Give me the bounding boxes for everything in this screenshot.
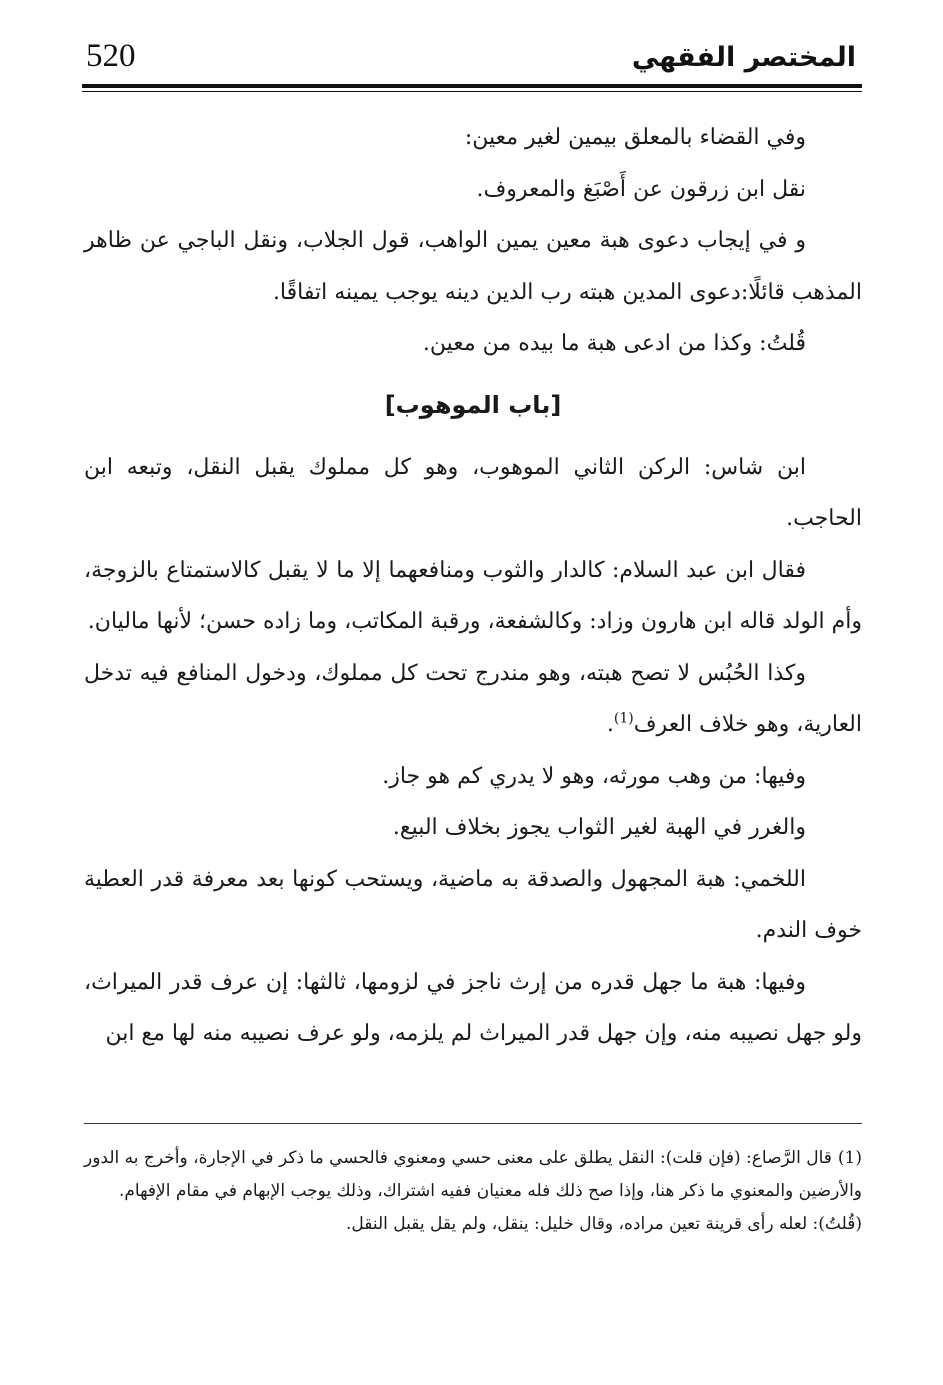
paragraph-end: . — [606, 712, 614, 737]
section-heading: [باب الموهوب] — [384, 390, 562, 419]
paragraph: نقل ابن زرقون عن أَصْبَغ والمعروف. — [476, 176, 806, 202]
paragraph: فقال ابن عبد السلام: كالدار والثوب ومنافعهما إلا ما لا يقبل كالاستمتاع بالزوجة، وأم الولد قاله ابن هارون وزاد: وكالشفعة، ورقبة المكاتب، وما زاده حسن؛ لأنها ماليان. — [84, 557, 862, 634]
footnotes — [84, 1142, 862, 1241]
header-rule-thick — [82, 84, 862, 88]
footnote-reference[interactable]: (1) — [613, 710, 634, 727]
footnote-text: قال الرَّصاع: (فإن قلت): النقل يطلق على معنى حسي ومعنوي فالحسي ما ذكر في الإجارة، وأخرج به الدور والأرضين والمعنوي ما ذكر هنا، وإذا صح ذلك فله معنيان ففيه اشتراك، وذلك يوجب الإبهام في مقام الإفهام. — [84, 1148, 862, 1201]
paragraph-text: وكذا الحُبُس لا تصح هبته، وهو مندرج تحت كل مملوك، ودخول المنافع فيه تدخل العارية، وهو خلاف العرف — [84, 660, 862, 737]
paragraph: قُلتُ: وكذا من ادعى هبة ما بيده من معين. — [422, 331, 806, 356]
paragraph: وفي القضاء بالمعلق بيمين لغير معين: — [464, 125, 806, 150]
page-number: 520 — [86, 38, 136, 74]
paragraph: اللخمي: هبة المجهول والصدقة به ماضية، ويستحب كونها بعد معرفة قدر العطية خوف الندم. — [84, 866, 862, 943]
paragraph: وفيها: هبة ما جهل قدره من إرث ناجز في لزومها، ثالثها: إن عرف قدر الميراث، ولو جهل نصيبه منه، وإن جهل قدر الميراث لم يلزمه، ولو عرف نصيبه منه لها مع ابن — [84, 969, 862, 1046]
footnote-note: (قُلتُ): لعله رأى قرينة تعين مراده، وقال خليل: ينقل، ولم يقل يقبل النقل. — [345, 1214, 862, 1234]
paragraph: و في إيجاب دعوى هبة معين يمين الواهب، قول الجلاب، ونقل الباجي عن ظاهر المذهب قائلًا:دعوى المدين هبته رب الدين دينه يوجب يمينه اتفاقًا. — [84, 228, 862, 305]
page-header — [82, 30, 862, 88]
book-title: المختصر الفقهي — [631, 42, 856, 73]
footnote-separator — [84, 1123, 862, 1124]
paragraph: وفيها: من وهب مورثه، وهو لا يدري كم هو جاز. — [382, 763, 806, 789]
header-rule-thin — [82, 91, 862, 92]
paragraph: والغرر في الهبة لغير الثواب يجوز بخلاف البيع. — [392, 815, 806, 840]
paragraph: ابن شاس: الركن الثاني الموهوب، وهو كل مملوك يقبل النقل، وتبعه ابن الحاجب. — [84, 454, 862, 531]
paragraph-with-footnote — [84, 648, 862, 751]
main-text — [84, 112, 862, 1060]
footnote-marker: (1) — [837, 1148, 862, 1168]
footnote-1 — [84, 1142, 862, 1208]
